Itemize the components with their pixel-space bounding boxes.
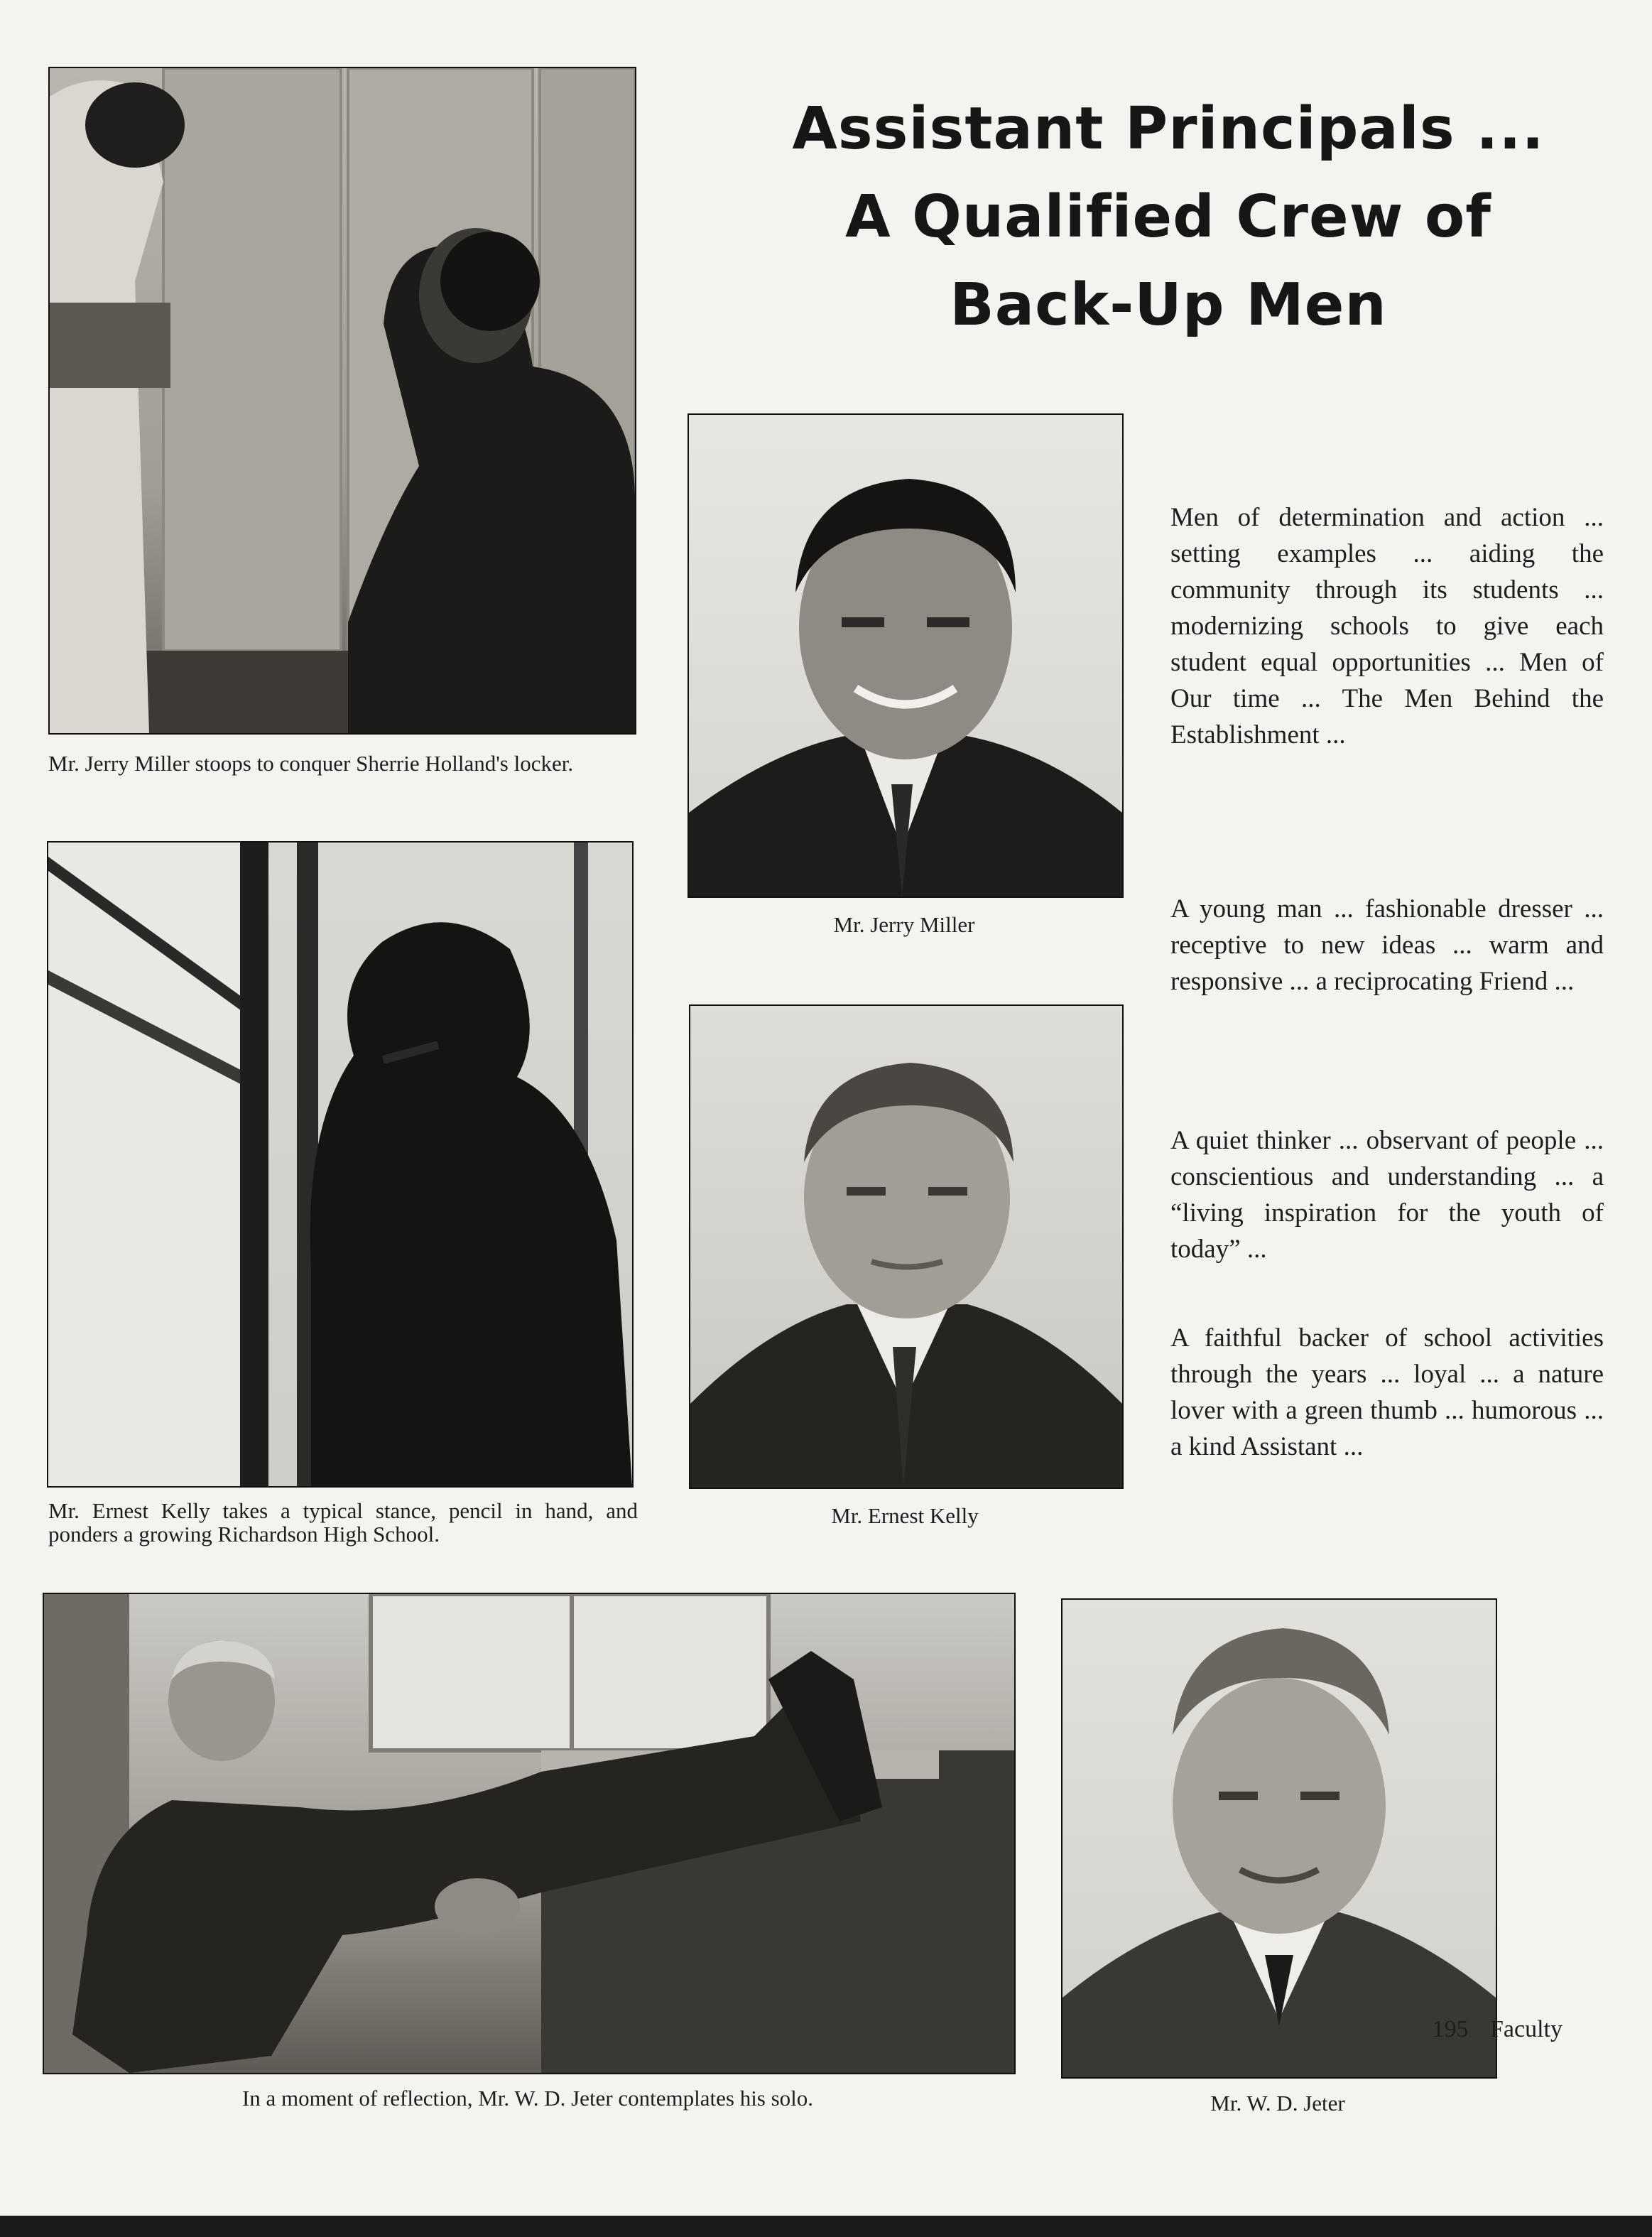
portrait-ernest-kelly <box>689 1004 1124 1489</box>
caption-kelly-candid: Mr. Ernest Kelly takes a typical stance, pencil in hand, and ponders a growing Richardson High School. <box>48 1498 638 1547</box>
photo-kelly-window <box>47 841 634 1488</box>
scan-edge <box>0 2216 1652 2237</box>
title-line-2: A Qualified Crew of <box>845 183 1491 251</box>
portrait-ernest-kelly-art <box>690 1006 1122 1488</box>
photo-jeter-office-art <box>44 1594 1014 2073</box>
caption-kelly-portrait: Mr. Ernest Kelly <box>831 1503 979 1528</box>
title-line-1: Assistant Principals ... <box>792 95 1545 163</box>
title-line-3: Back-Up Men <box>950 271 1387 339</box>
photo-kelly-window-art <box>48 843 632 1486</box>
portrait-wd-jeter-art <box>1063 1600 1496 2077</box>
portrait-jerry-miller <box>688 413 1124 898</box>
blurb-jeter: A faithful backer of school activities through the years ... loyal ... a nature lover with a green thumb ... humorous ... a kind Assistant ... <box>1170 1323 1604 1461</box>
page-number: 195 <box>1432 2016 1469 2042</box>
portrait-jerry-miller-art <box>689 415 1122 897</box>
page-footer <box>1433 2016 1563 2043</box>
page-title <box>753 85 1584 350</box>
portrait-wd-jeter <box>1061 1598 1497 2079</box>
photo-miller-locker-art <box>50 68 635 733</box>
photo-miller-locker <box>48 67 636 735</box>
caption-miller-candid: Mr. Jerry Miller stoops to conquer Sherrie Holland's locker. <box>48 751 574 776</box>
blurb-intro: Men of determination and action ... setting examples ... aiding the community through its students ... modernizing schools to give each student equal opportunities ... Men of Our time ... The Men Behind the Establishment ... <box>1170 503 1604 749</box>
caption-jeter-portrait: Mr. W. D. Jeter <box>1210 2091 1345 2116</box>
section-name: Faculty <box>1490 2016 1563 2042</box>
caption-jeter-candid: In a moment of reflection, Mr. W. D. Jeter contemplates his solo. <box>241 2086 814 2111</box>
blurb-kelly: A quiet thinker ... observant of people ... conscientious and understanding ... a “living inspiration for the youth of today” ... <box>1170 1126 1604 1264</box>
blurb-miller: A young man ... fashionable dresser ... receptive to new ideas ... warm and responsive ... a reciprocating Friend ... <box>1170 894 1604 996</box>
caption-miller-portrait: Mr. Jerry Miller <box>833 912 975 937</box>
photo-jeter-office <box>43 1593 1016 2074</box>
